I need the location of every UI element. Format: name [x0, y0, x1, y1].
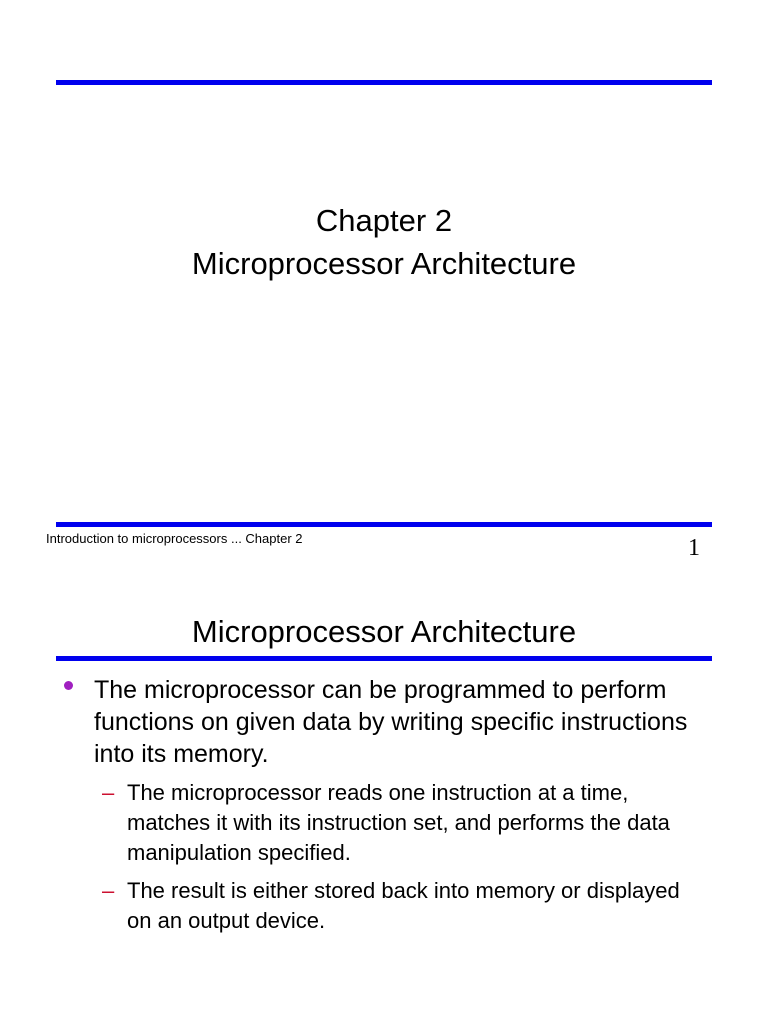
chapter-subtitle: Microprocessor Architecture [191, 246, 577, 281]
top-rule [56, 80, 712, 85]
heading-rule [56, 656, 712, 661]
sub-bullet-text: The result is either stored back into memory or displayed on an output device. [127, 878, 680, 933]
footer-text: Introduction to microprocessors ... Chapter 2 [46, 531, 303, 546]
dash-icon: – [102, 878, 115, 903]
sub-bullet-text: The microprocessor reads one instruction at a time, matches it with its instruction set, and performs the data manipulation specified. [127, 780, 670, 865]
slide-heading: Microprocessor Architecture [191, 614, 577, 649]
bullet-dot-icon [64, 681, 73, 690]
bullet-text: The microprocessor can be programmed to perform functions on given data by writing specific instructions into its memory. [94, 676, 688, 768]
chapter-title: Chapter 2 [315, 203, 453, 238]
dash-icon: – [102, 780, 115, 805]
page-number: 1 [688, 535, 700, 561]
footer-rule [56, 522, 712, 527]
